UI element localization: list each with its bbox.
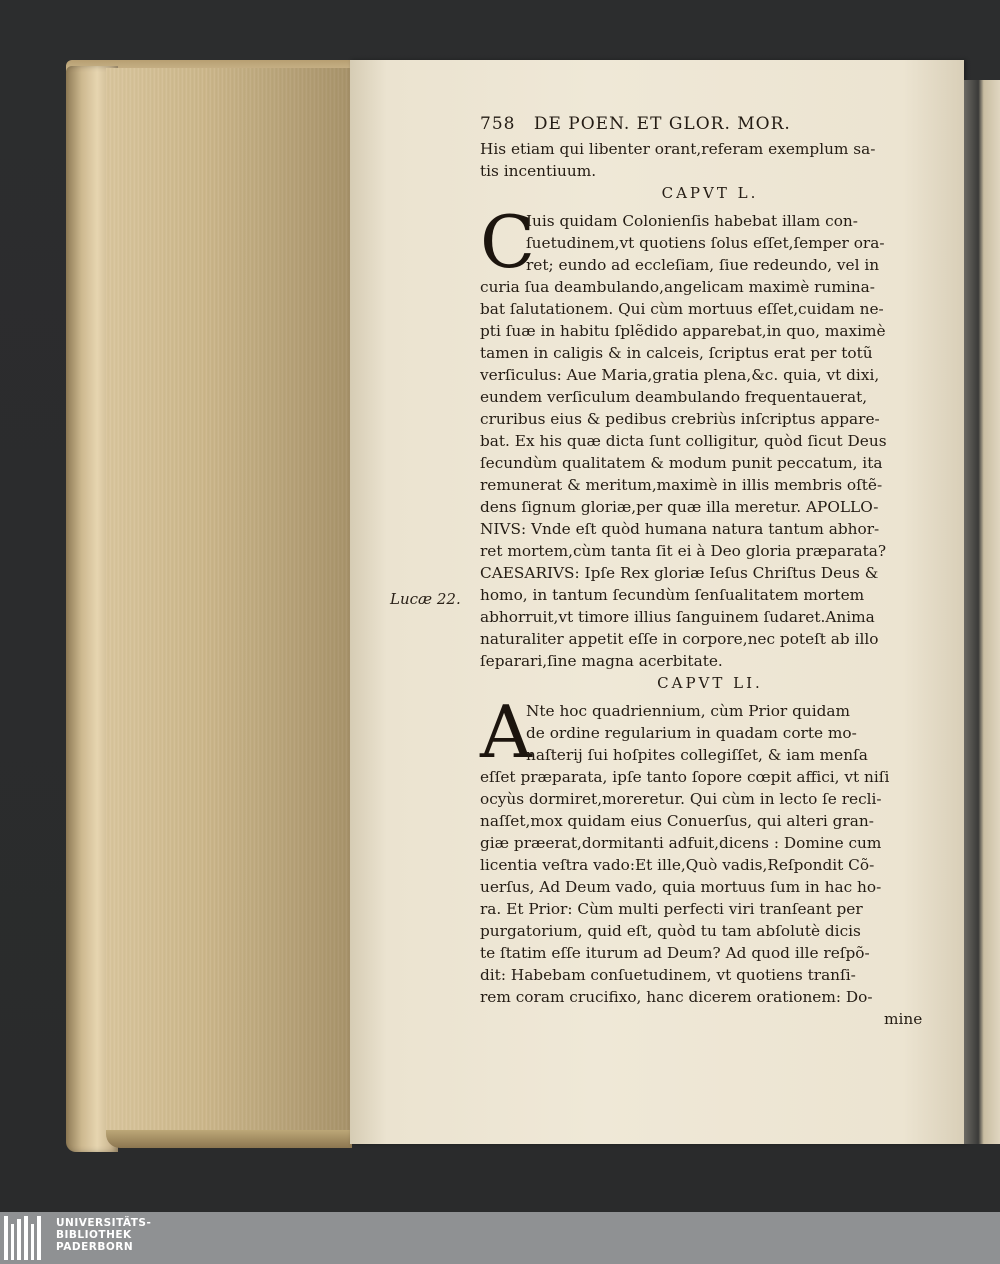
- text-line: giæ præerat,dormitanti adfuit,dicens : Domine cum: [480, 834, 882, 852]
- text-line: curia ſua deambulando,angelicam maximè rumina-: [480, 278, 875, 296]
- library-footer: [0, 1212, 1000, 1264]
- library-name-line: PADERBORN: [56, 1241, 134, 1253]
- text-line: licentia veſtra vado:Et ille,Quò vadis,Reſpondit Cõ-: [480, 856, 875, 874]
- text-line: ſuetudinem,vt quotiens ſolus eſſet,ſemper ora-: [526, 234, 885, 252]
- text-line: eundem verſiculum deambulando frequentauerat,: [480, 388, 868, 406]
- text-line: CAESARIVS: Ipſe Rex gloriæ Ieſus Chriſtus Deus &: [480, 564, 879, 582]
- drop-capital: C: [480, 200, 536, 284]
- chapter-heading: CAPVT LI.: [657, 674, 763, 692]
- library-name-line: UNIVERSITÄTS-: [56, 1217, 152, 1229]
- text-line: NIVS: Vnde eſt quòd humana natura tantum abhor-: [480, 520, 880, 538]
- facing-page-edge: [964, 80, 1000, 1144]
- text-line: naſterij ſui hoſpites collegiſſet, & iam menſa: [526, 746, 868, 764]
- margin-note: Lucæ 22.: [390, 590, 461, 608]
- running-header: [480, 114, 791, 134]
- page-number: 758: [480, 114, 516, 134]
- text-line: dit: Habebam conſuetudinem, vt quotiens tranſi-: [480, 966, 856, 984]
- text-line: ra. Et Prior: Cùm multi perfecti viri tranſeant per: [480, 900, 863, 918]
- chapter-heading: CAPVT L.: [661, 184, 759, 202]
- text-line: verſiculus: Aue Maria,gratia plena,&c. quia, vt dixi,: [480, 366, 880, 384]
- text-line: naturaliter appetit eſſe in corpore,nec poteſt ab illo: [480, 630, 879, 648]
- text-line: ret; eundo ad eccleſiam, ſiue redeundo, vel in: [526, 256, 880, 274]
- library-name: [56, 1217, 151, 1253]
- text-line: bat ſalutationem. Qui cùm mortuus eſſet,cuidam ne-: [480, 300, 884, 318]
- page-block-shade: [106, 68, 352, 1142]
- catchword: mine: [884, 1010, 923, 1028]
- text-line: dens ſignum gloriæ,per quæ illa meretur. APOLLO-: [480, 498, 879, 516]
- drop-capital: A: [480, 690, 532, 774]
- library-name-line: BIBLIOTHEK: [56, 1229, 132, 1241]
- text-line: naſſet,mox quidam eius Conuerſus, qui alteri gran-: [480, 812, 874, 830]
- running-title: DE POEN. ET GLOR. MOR.: [533, 114, 791, 134]
- text-line: remunerat & meritum,maximè in illis membris oſtẽ-: [480, 476, 883, 494]
- text-line: rem coram crucifixo, hanc dicerem orationem: Do-: [480, 988, 873, 1006]
- text-line: abhorruit,vt timore illius ſanguinem ſudaret.Anima: [480, 608, 875, 626]
- text-line: Nte hoc quadriennium, cùm Prior quidam: [526, 702, 851, 720]
- text-line: ocyùs dormiret,moreretur. Qui cùm in lecto ſe recli-: [480, 790, 882, 808]
- text-line: purgatorium, quid eſt, quòd tu tam abſolutè dicis: [480, 922, 861, 940]
- library-logo-icon: [4, 1216, 54, 1260]
- text-line: pti ſuæ in habitu ſplẽdido apparebat,in quo, maximè: [480, 322, 886, 340]
- text-line: ſecundùm qualitatem & modum punit peccatum, ita: [480, 454, 883, 472]
- text-line: Iuis quidam Colonienſis habebat illam con-: [526, 212, 858, 230]
- text-line: cruribus eius & pedibus crebriùs inſcriptus appare-: [480, 410, 880, 428]
- text-line: ſeparari,ſine magna acerbitate.: [480, 652, 723, 670]
- text-line: homo, in tantum ſecundùm ſenſualitatem mortem: [480, 586, 865, 604]
- text-line: eſſet præparata, ipſe tanto ſopore cœpit affici, vt niſi: [480, 768, 890, 786]
- text-line: de ordine regularium in quadam corte mo-: [526, 724, 857, 742]
- text-line: te ſtatim eſſe iturum ad Deum? Ad quod ille reſpõ-: [480, 944, 870, 962]
- text-line: ret mortem,cùm tanta ſit ei à Deo gloria præparata?: [480, 542, 887, 560]
- text-line: uerſus, Ad Deum vado, quia mortuus ſum in hac ho-: [480, 878, 882, 896]
- text-line: His etiam qui libenter orant,referam exemplum sa-: [480, 140, 876, 158]
- text-line: tis incentiuum.: [480, 162, 597, 180]
- text-line: bat. Ex his quæ dicta ſunt colligitur, quòd ſicut Deus: [480, 432, 887, 450]
- text-line: tamen in caligis & in calceis, ſcriptus erat per totũ: [480, 344, 873, 362]
- page-block-bottom: [106, 1130, 352, 1148]
